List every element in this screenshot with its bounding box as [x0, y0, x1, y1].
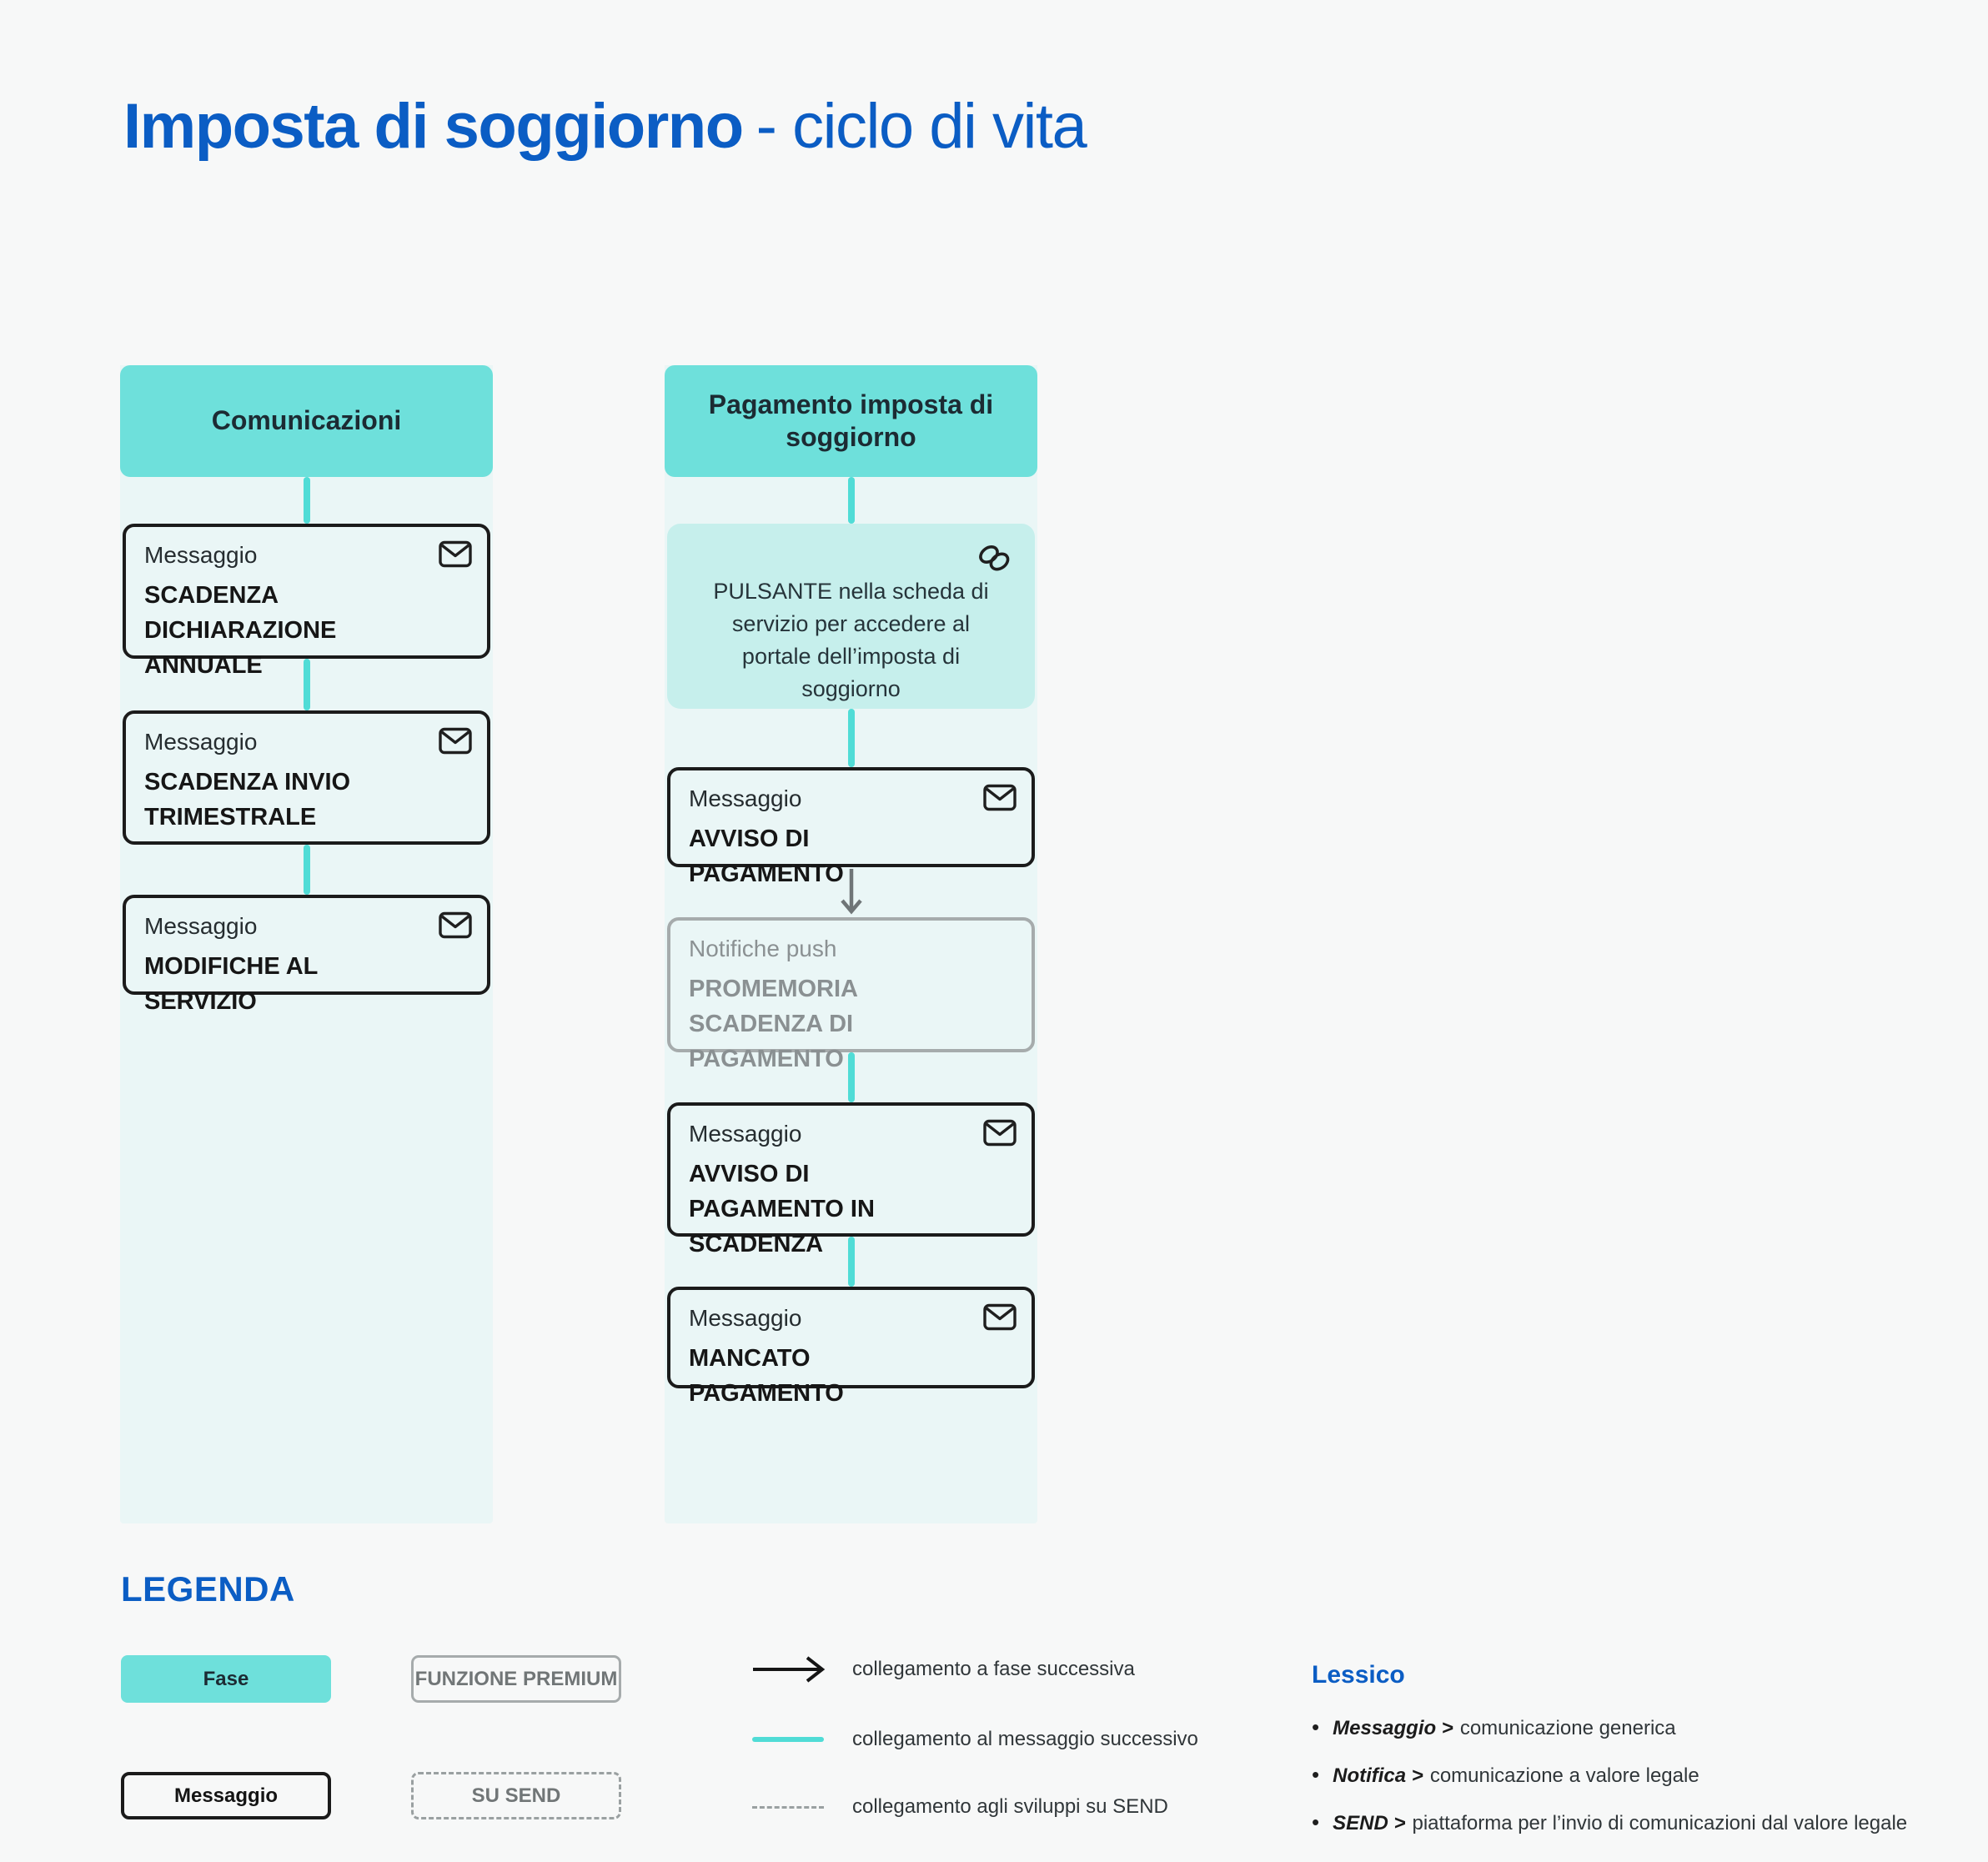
- node-scadenza-invio-trimestrale: [123, 710, 490, 845]
- connector-line: [304, 477, 310, 524]
- legend-send-label: SU SEND: [471, 1784, 561, 1807]
- legend-fase-label: Fase: [203, 1667, 249, 1690]
- chain-link-icon: [975, 542, 1013, 575]
- legend-fase-sample: [121, 1655, 331, 1703]
- link-node-text: PULSANTE nella scheda di servizio per accedere al portale dell’imposta di soggiorno: [713, 579, 989, 702]
- legend-messaggio-label: Messaggio: [173, 1784, 279, 1807]
- node-type-label: Messaggio: [144, 913, 258, 939]
- legend-connector-send: [752, 1792, 1168, 1822]
- lessico-section: [1312, 1661, 1954, 1857]
- envelope-icon: [439, 540, 472, 568]
- node-type-label: Messaggio: [144, 729, 258, 755]
- phase-header-comunicazioni: [120, 365, 493, 477]
- legend-funzione-premium-sample: [411, 1655, 621, 1703]
- lessico-item: [1312, 1809, 1954, 1835]
- page-title-main: Imposta di soggiorno: [123, 91, 743, 162]
- lessico-definition: piattaforma per l’invio di comunicazioni dal valore legale: [1412, 1812, 1908, 1834]
- node-title: SCADENZA DICHIARAZIONE ANNUALE: [144, 582, 337, 680]
- lessico-term: • Notifica >: [1333, 1764, 1423, 1787]
- node-pulsante-portale: [667, 524, 1035, 709]
- column-comunicazioni: [120, 365, 493, 1523]
- legend-connector-label: collegamento agli sviluppi su SEND: [852, 1795, 1168, 1818]
- connector-line: [848, 709, 855, 767]
- lessico-definition: comunicazione a valore legale: [1429, 1764, 1699, 1787]
- node-mancato-pagamento: [667, 1287, 1035, 1408]
- node-title: MANCATO PAGAMENTO: [689, 1345, 844, 1408]
- legend-connector-phase: [752, 1654, 1135, 1684]
- node-title: AVVISO DI PAGAMENTO: [689, 826, 844, 888]
- connector-line: [304, 845, 310, 895]
- node-promemoria-scadenza-pagamento: [667, 917, 1035, 1073]
- lessico-heading: Lessico: [1312, 1661, 1405, 1689]
- legend-connector-label: collegamento a fase successiva: [852, 1658, 1135, 1680]
- phase-header-label: Pagamento imposta di soggiorno: [708, 389, 994, 452]
- node-scadenza-dichiarazione-annuale: [123, 524, 490, 680]
- node-modifiche-al-servizio: [123, 895, 490, 1016]
- lessico-term: • Messaggio >: [1333, 1717, 1453, 1739]
- node-type-label: Messaggio: [689, 1121, 802, 1147]
- node-title: MODIFICHE AL SERVIZIO: [144, 953, 318, 1016]
- column-pagamento-imposta: [665, 365, 1037, 1523]
- legend-heading: LEGENDA: [121, 1569, 295, 1609]
- node-type-label: Messaggio: [689, 1305, 802, 1331]
- arrow-down-icon: [839, 869, 864, 916]
- connector-line: [304, 659, 310, 710]
- legend-connector-message: [752, 1724, 1198, 1754]
- legend-su-send-sample: [411, 1772, 621, 1819]
- envelope-icon: [439, 727, 472, 755]
- page-title-suffix: - ciclo di vita: [756, 91, 1087, 162]
- connector-line: [848, 1237, 855, 1287]
- node-avviso-di-pagamento: [667, 767, 1035, 888]
- lessico-item: [1312, 1714, 1954, 1740]
- node-type-label: Messaggio: [144, 542, 258, 568]
- page-title: [123, 93, 1086, 160]
- lessico-list: [1312, 1714, 1954, 1835]
- arrow-right-icon: [752, 1655, 829, 1684]
- lessico-term: • SEND >: [1333, 1812, 1406, 1834]
- envelope-icon: [439, 911, 472, 939]
- legend-connector-label: collegamento al messaggio successivo: [852, 1728, 1198, 1750]
- legend-messaggio-sample: [121, 1772, 331, 1819]
- lessico-item: [1312, 1762, 1954, 1788]
- phase-header-label: Comunicazioni: [211, 405, 402, 436]
- envelope-icon: [983, 1303, 1017, 1331]
- node-type-label: Notifiche push: [689, 936, 837, 961]
- envelope-icon: [983, 1119, 1017, 1147]
- lessico-definition: comunicazione generica: [1459, 1717, 1676, 1739]
- node-avviso-pagamento-in-scadenza: [667, 1102, 1035, 1258]
- legend-premium-label: FUNZIONE PREMIUM: [414, 1667, 618, 1690]
- connector-line: [848, 477, 855, 524]
- teal-line-icon: [752, 1737, 829, 1742]
- node-title: PROMEMORIA SCADENZA DI PAGAMENTO: [689, 976, 857, 1073]
- phase-header-pagamento: [665, 365, 1037, 477]
- node-title: SCADENZA INVIO TRIMESTRALE: [144, 769, 351, 831]
- node-type-label: Messaggio: [689, 785, 802, 811]
- envelope-icon: [983, 784, 1017, 811]
- connector-line: [848, 1052, 855, 1102]
- node-title: AVVISO DI PAGAMENTO IN SCADENZA: [689, 1161, 875, 1258]
- dotted-line-icon: [752, 1806, 829, 1809]
